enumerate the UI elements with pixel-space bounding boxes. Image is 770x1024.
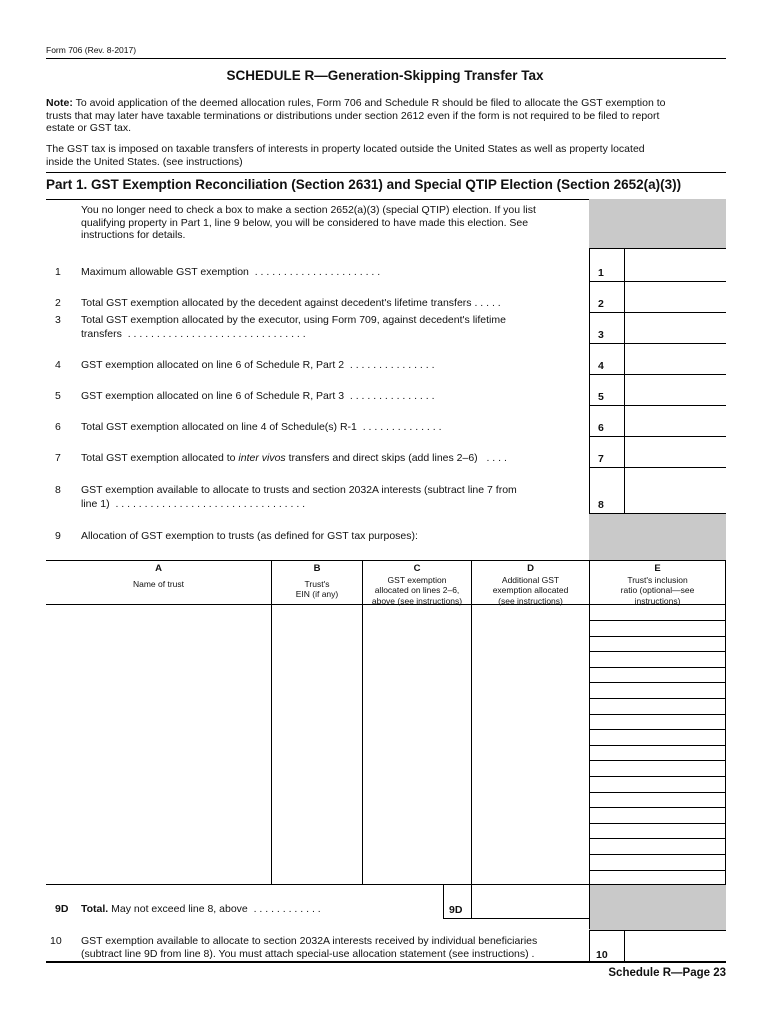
line-8-amount-field[interactable]: [625, 468, 725, 513]
line-7-number: 7: [55, 452, 61, 464]
note-line-2: trusts that may later have taxable terminations or distributions under section 2612 even if the form is not required to be filed to report: [46, 109, 660, 122]
line-9d-box-number: 9D: [449, 904, 463, 916]
form-reference: Form 706 (Rev. 8-2017): [46, 45, 137, 55]
line-10-label-2: (subtract line 9D from line 8). You must attach special-use allocation statement (see instructions) .: [81, 947, 535, 960]
col-e-row-line: [590, 667, 725, 668]
qtip-text: [81, 204, 586, 242]
line-6-amount-field[interactable]: [625, 406, 725, 436]
col-a-header: [46, 563, 271, 589]
col-a-desc: Name of trust: [132, 578, 185, 589]
page-footer-label: Schedule R—Page 23: [608, 967, 726, 979]
col-d-desc-1: Additional GST: [501, 574, 560, 585]
line-2-amount-field[interactable]: [625, 282, 725, 312]
col-b-desc-2: EIN (if any): [295, 589, 339, 599]
line-9d-shaded-area: [589, 885, 726, 930]
trust-ein-entry-area[interactable]: [272, 605, 362, 884]
line-8-label: GST exemption available to allocate to trusts and section 2032A interests (subtract line 7 from: [81, 484, 517, 496]
line-5-box-number: 5: [598, 391, 604, 403]
line-10-label: [81, 935, 537, 960]
line-9d-label: Total. May not exceed line 8, above . . . . . . . . . . . .: [81, 903, 321, 915]
col-d-header: [472, 563, 589, 606]
qtip-shaded-area: [589, 199, 726, 248]
line-10-label-1: GST exemption available to allocate to section 2032A interests received by individual beneficiaries: [81, 935, 538, 947]
col-e-row-line: [590, 807, 725, 808]
line-5-amount-field[interactable]: [625, 375, 725, 405]
col-c-desc-3: above (see instructions): [371, 595, 463, 606]
col-e-row-line: [590, 838, 725, 839]
line-10-amount-field[interactable]: [625, 931, 725, 961]
box-col-left-border: [589, 199, 590, 560]
col-e-row-line: [590, 760, 725, 761]
col-c-desc-1: GST exemption: [387, 574, 447, 585]
line-4-number: 4: [55, 359, 61, 371]
line-9d-number: 9D: [55, 903, 69, 915]
col-e-row-line: [590, 698, 725, 699]
line-6-box-number: 6: [598, 422, 604, 434]
col-d-desc-2: exemption allocated: [492, 585, 569, 595]
line-3-label: Total GST exemption allocated by the executor, using Form 709, against decedent's lifetime: [81, 314, 506, 326]
line-1-number: 1: [55, 266, 61, 278]
note-label: Note:: [46, 97, 73, 109]
line-9d-right-border: [589, 885, 590, 929]
intro-line-1: The GST tax is imposed on taxable transfers of interests in property located outside the United States as well as property located: [46, 143, 645, 155]
col-e-desc-1: Trust's inclusion: [627, 574, 688, 585]
col-e-row-line: [590, 870, 725, 871]
line-10-number: 10: [50, 935, 62, 947]
line-9-shaded-area: [589, 514, 726, 560]
line-8-number: 8: [55, 484, 61, 496]
col-d-letter: D: [527, 563, 534, 574]
line-1-label: Maximum allowable GST exemption . . . . . . . . . . . . . . . . . . . . . .: [81, 266, 381, 278]
gst-allocated-entry-area[interactable]: [363, 605, 471, 884]
qtip-line-3: instructions for details.: [81, 229, 186, 241]
line-3-number: 3: [55, 314, 61, 326]
line-3-amount-field[interactable]: [625, 313, 725, 343]
line-7-label: Total GST exemption allocated to inter vivos transfers and direct skips (add lines 2–6) . . . .: [81, 452, 507, 464]
line-4-amount-field[interactable]: [625, 344, 725, 374]
col-c-desc-2: allocated on lines 2–6,: [374, 585, 460, 595]
note-block: [46, 97, 736, 135]
line-6-label: Total GST exemption allocated on line 4 of Schedule(s) R-1 . . . . . . . . . . . . . .: [81, 421, 442, 433]
col-e-header: [590, 563, 725, 606]
line-8-label-cont: line 1) . . . . . . . . . . . . . . . . . . . . . . . . . . . . . . . . .: [81, 498, 306, 510]
col-e-row-line: [590, 714, 725, 715]
line-5-number: 5: [55, 390, 61, 402]
line-2-label: Total GST exemption allocated by the decedent against decedent's lifetime transfers . . . . .: [81, 297, 501, 309]
col-e-desc-3: instructions): [634, 595, 681, 606]
line-9-number: 9: [55, 530, 61, 542]
trust-name-entry-area[interactable]: [47, 605, 271, 884]
line-3-label-cont: transfers . . . . . . . . . . . . . . . . . . . . . . . . . . . . . . .: [81, 328, 306, 340]
page-bottom-rule: [46, 961, 726, 963]
line-4-label: GST exemption allocated on line 6 of Schedule R, Part 2 . . . . . . . . . . . . . . .: [81, 359, 435, 371]
qtip-line-1: You no longer need to check a box to make a section 2652(a)(3) (special QTIP) election. If you list: [81, 204, 536, 216]
line-7-box-number: 7: [598, 453, 604, 465]
header-rule: [46, 58, 726, 59]
col-e-row-line: [590, 792, 725, 793]
col-a-letter: A: [155, 563, 162, 574]
line-2-box-number: 2: [598, 298, 604, 310]
line-3-box-number: 3: [598, 329, 604, 341]
line-9-label: Allocation of GST exemption to trusts (as defined for GST tax purposes):: [81, 530, 418, 542]
col-e-row-line: [590, 776, 725, 777]
line-9d-amount-field[interactable]: [472, 885, 589, 918]
table-top-rule: [46, 560, 726, 561]
line-10-box-number: 10: [596, 949, 608, 961]
col-e-right-border: [725, 560, 726, 885]
additional-gst-entry-area[interactable]: [472, 605, 589, 884]
schedule-title: SCHEDULE R—Generation-Skipping Transfer Tax: [226, 68, 544, 83]
col-d-desc-3: (see instructions): [498, 595, 563, 606]
line-4-box-number: 4: [598, 360, 604, 372]
col-e-desc-2: ratio (optional—see: [620, 585, 695, 595]
intro-block: [46, 143, 736, 168]
intro-line-2: inside the United States. (see instructions): [46, 155, 243, 168]
part1-title: Part 1. GST Exemption Reconciliation (Section 2631) and Special QTIP Election (Section 2652(a)(3)): [46, 177, 682, 192]
col-d-e-divider: [589, 560, 590, 885]
col-e-row-line: [590, 729, 725, 730]
col-e-row-line: [590, 651, 725, 652]
note-line-1: To avoid application of the deemed allocation rules, Form 706 and Schedule R should be filed to allocate the GST exemption to: [75, 97, 666, 109]
col-b-header: [272, 563, 362, 600]
col-e-row-line: [590, 823, 725, 824]
line-7-amount-field[interactable]: [625, 437, 725, 467]
line-1-box-number: 1: [598, 267, 604, 279]
col-e-row-line: [590, 682, 725, 683]
col-e-row-line: [590, 745, 725, 746]
part1-top-rule: [46, 172, 726, 173]
note-line-3: estate or GST tax.: [46, 122, 132, 134]
line-9d-rule: [443, 918, 590, 919]
col-e-letter: E: [654, 563, 661, 574]
qtip-line-2: qualifying property in Part 1, line 9 below, you will be considered to have made this election. See: [81, 216, 529, 229]
col-e-row-line: [590, 620, 725, 621]
line-6-number: 6: [55, 421, 61, 433]
line-5-label: GST exemption allocated on line 6 of Schedule R, Part 3 . . . . . . . . . . . . . . .: [81, 390, 435, 402]
line-8-box-number: 8: [598, 499, 604, 511]
line-1-amount-field[interactable]: [625, 249, 725, 281]
col-c-header: [363, 563, 471, 606]
col-e-row-line: [590, 636, 725, 637]
col-b-desc-1: Trust's: [304, 578, 330, 589]
col-e-row-line: [590, 854, 725, 855]
line-9d-box-left: [443, 885, 444, 918]
line-2-number: 2: [55, 297, 61, 309]
col-c-letter: C: [413, 563, 421, 574]
line-10-box-left: [589, 930, 590, 962]
col-b-letter: B: [313, 563, 321, 574]
